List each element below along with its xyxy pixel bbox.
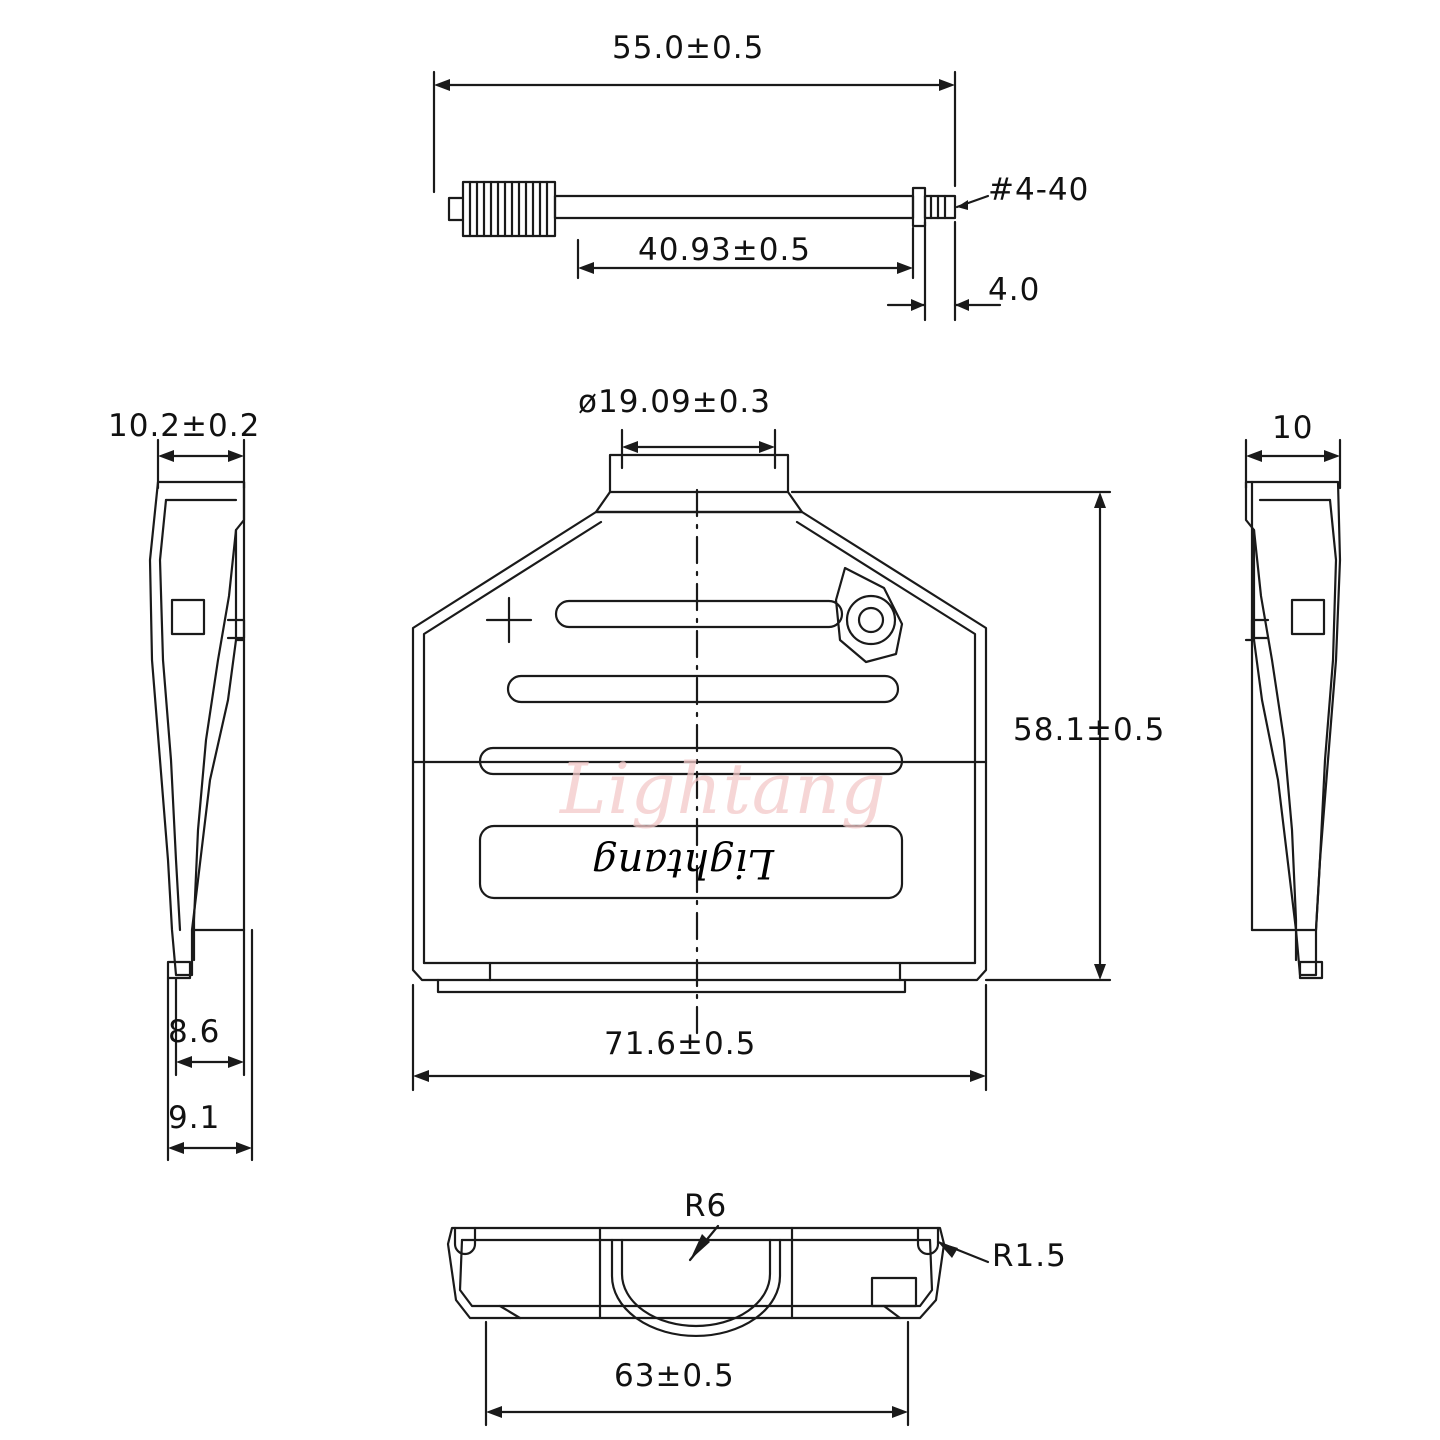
- bottom-view-geometry: [448, 1226, 988, 1336]
- dim-label-left-thickness: 10.2±0.2: [108, 408, 261, 444]
- dim-label-front-width: 71.6±0.5: [604, 1026, 757, 1062]
- dim-left-lower-a: [176, 930, 244, 1075]
- dim-left-thickness: [158, 440, 244, 488]
- dim-label-top-overall: 55.0±0.5: [612, 30, 765, 66]
- watermark-text: Lightang: [560, 748, 887, 830]
- front-view-geometry: [413, 455, 986, 1035]
- dim-right-thickness: [1246, 440, 1340, 488]
- dim-label-left-lower-b: 9.1: [168, 1100, 221, 1136]
- dim-label-bottom-width: 63±0.5: [614, 1358, 735, 1394]
- dim-label-front-diameter: ø19.09±0.3: [578, 384, 771, 420]
- dim-label-right-thickness: 10: [1272, 410, 1314, 446]
- top-view-geometry: [449, 182, 988, 236]
- dim-label-screw-thread: #4-40: [988, 172, 1090, 208]
- dim-top-overall: [434, 72, 955, 192]
- dim-label-front-height: 58.1±0.5: [1013, 712, 1166, 748]
- right-side-view-geometry: [1246, 482, 1340, 978]
- dim-label-top-inner: 40.93±0.5: [638, 232, 812, 268]
- dim-front-diameter: [622, 430, 775, 468]
- embossed-brand-label: Lightang: [592, 840, 775, 886]
- dim-label-screw-length: 4.0: [988, 272, 1041, 308]
- dim-label-bottom-radius-large: R6: [684, 1188, 728, 1224]
- dim-label-left-lower-a: 8.6: [168, 1014, 221, 1050]
- left-side-view-geometry: [150, 482, 244, 978]
- dim-label-bottom-radius-small: R1.5: [992, 1238, 1067, 1274]
